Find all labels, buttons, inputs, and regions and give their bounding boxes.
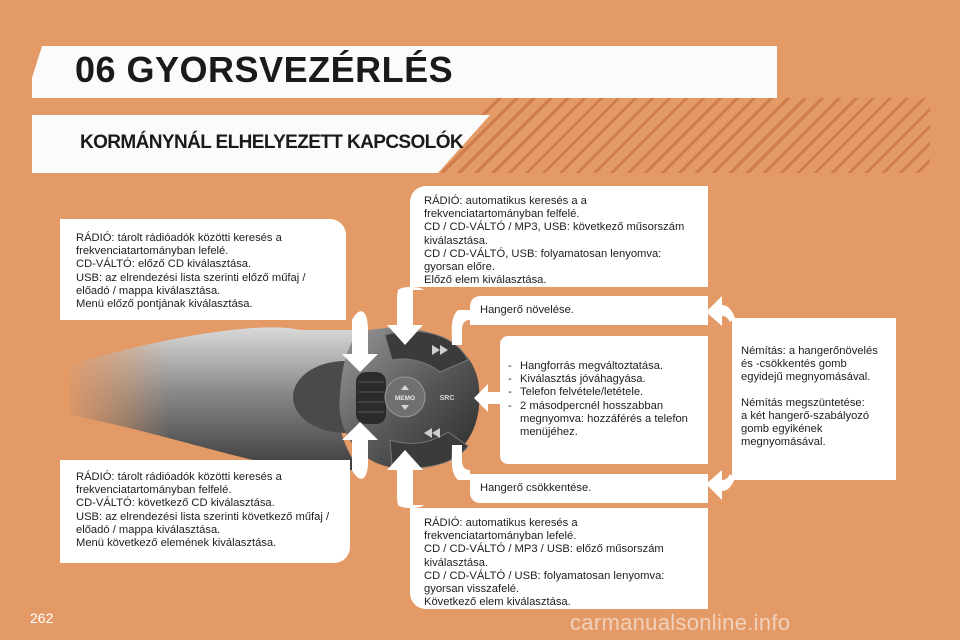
text-line: CD-VÁLTÓ: következő CD kiválasztása. (76, 497, 275, 510)
source-list (506, 360, 708, 439)
box-seek-down (410, 508, 708, 609)
text-line: CD / CD-VÁLTÓ / USB: folyamatosan lenyomva: (424, 569, 665, 582)
list-item: - Kiválasztás jóváhagyása. (506, 373, 708, 386)
list-item: - 2 másodpercnél hosszabban (506, 400, 708, 413)
list-item-continued: menüjéhez. (520, 426, 578, 439)
box-prev-station (60, 219, 346, 320)
text-line: Hangerő növelése. (480, 304, 574, 316)
text-line: frekvenciatartományban felfelé. (424, 208, 580, 221)
text-line: és -csökkentés gomb (741, 358, 847, 371)
arrow-volume-down (452, 445, 470, 480)
src-label: SRC (439, 395, 455, 402)
arrow-mute-down (706, 470, 735, 500)
text-line: Menü előző pontjának kiválasztása. (76, 298, 253, 311)
text-line: előadó / mappa kiválasztása. (76, 523, 221, 536)
memo-label: MEMO (394, 395, 416, 402)
text-line: frekvenciatartományban lefelé. (424, 530, 577, 543)
box-next-station (60, 460, 350, 563)
arrow-mute-up (706, 296, 735, 326)
text-line: frekvenciatartományban felfelé. (76, 484, 232, 497)
text-line: RÁDIÓ: tárolt rádióadók közötti keresés a (76, 471, 282, 483)
text-line: Menü következő elemének kiválasztása. (76, 537, 277, 550)
box-mute (732, 318, 896, 480)
text-line: CD / CD-VÁLTÓ, USB: folyamatosan lenyomva: (424, 247, 662, 260)
box-seek-up (410, 186, 708, 287)
page-title: 06 GYORSVEZÉRLÉS (75, 49, 454, 90)
text-line: gyorsan előre. (424, 261, 495, 274)
text-line: kiválasztása. (424, 234, 489, 247)
text-line: megnyomásával. (741, 436, 826, 449)
watermark: carmanualsonline.info (570, 610, 791, 635)
text-line: CD-VÁLTÓ: előző CD kiválasztása. (76, 258, 252, 271)
text-line: kiválasztása. (424, 556, 489, 569)
spacer (741, 385, 896, 397)
box-volume-down (470, 474, 708, 503)
text-line: Következő elem kiválasztása. (424, 596, 571, 609)
text-line: egyidejű megnyomásával. (741, 371, 871, 384)
list-item: - Telefon felvétele/letétele. (506, 386, 708, 399)
text-line: Előző elem kiválasztása. (424, 274, 547, 287)
text-line: RÁDIÓ: automatikus keresés a (424, 517, 578, 529)
box-source-select (500, 336, 708, 464)
thumb-wheel (356, 372, 386, 424)
arrow-volume-up (452, 310, 470, 345)
text-line: RÁDIÓ: tárolt rádióadók közötti keresés a (76, 232, 282, 244)
text-line: CD / CD-VÁLTÓ / MP3, USB: következő műsorszám (424, 221, 685, 234)
text-line: USB: az elrendezési lista szerinti előző műfaj / (76, 271, 306, 284)
text-line: frekvenciatartományban lefelé. (76, 245, 229, 258)
page-number: 262 (30, 610, 54, 626)
box-volume-up (470, 296, 708, 325)
text-line: Hangerő csökkentése. (480, 482, 592, 494)
list-item: - Hangforrás megváltoztatása. (506, 360, 708, 373)
text-line: Némítás: a hangerőnövelés (741, 345, 878, 357)
text-line: gyorsan visszafelé. (424, 583, 520, 596)
text-line: gomb egyikének (741, 423, 823, 436)
text-line: előadó / mappa kiválasztása. (76, 284, 221, 297)
text-line: a két hangerő-szabályozó (741, 409, 870, 422)
text-line: Némítás megszüntetése: (741, 396, 865, 409)
text-line: CD / CD-VÁLTÓ / MP3 / USB: előző műsorszám (424, 543, 664, 556)
section-subtitle: KORMÁNYNÁL ELHELYEZETT KAPCSOLÓK (80, 132, 463, 153)
text-line: USB: az elrendezési lista szerinti következő műfaj / (76, 510, 330, 523)
list-item-continued: megnyomva: hozzáférés a telefon (520, 412, 688, 425)
text-line: RÁDIÓ: automatikus keresés a a (424, 195, 587, 207)
